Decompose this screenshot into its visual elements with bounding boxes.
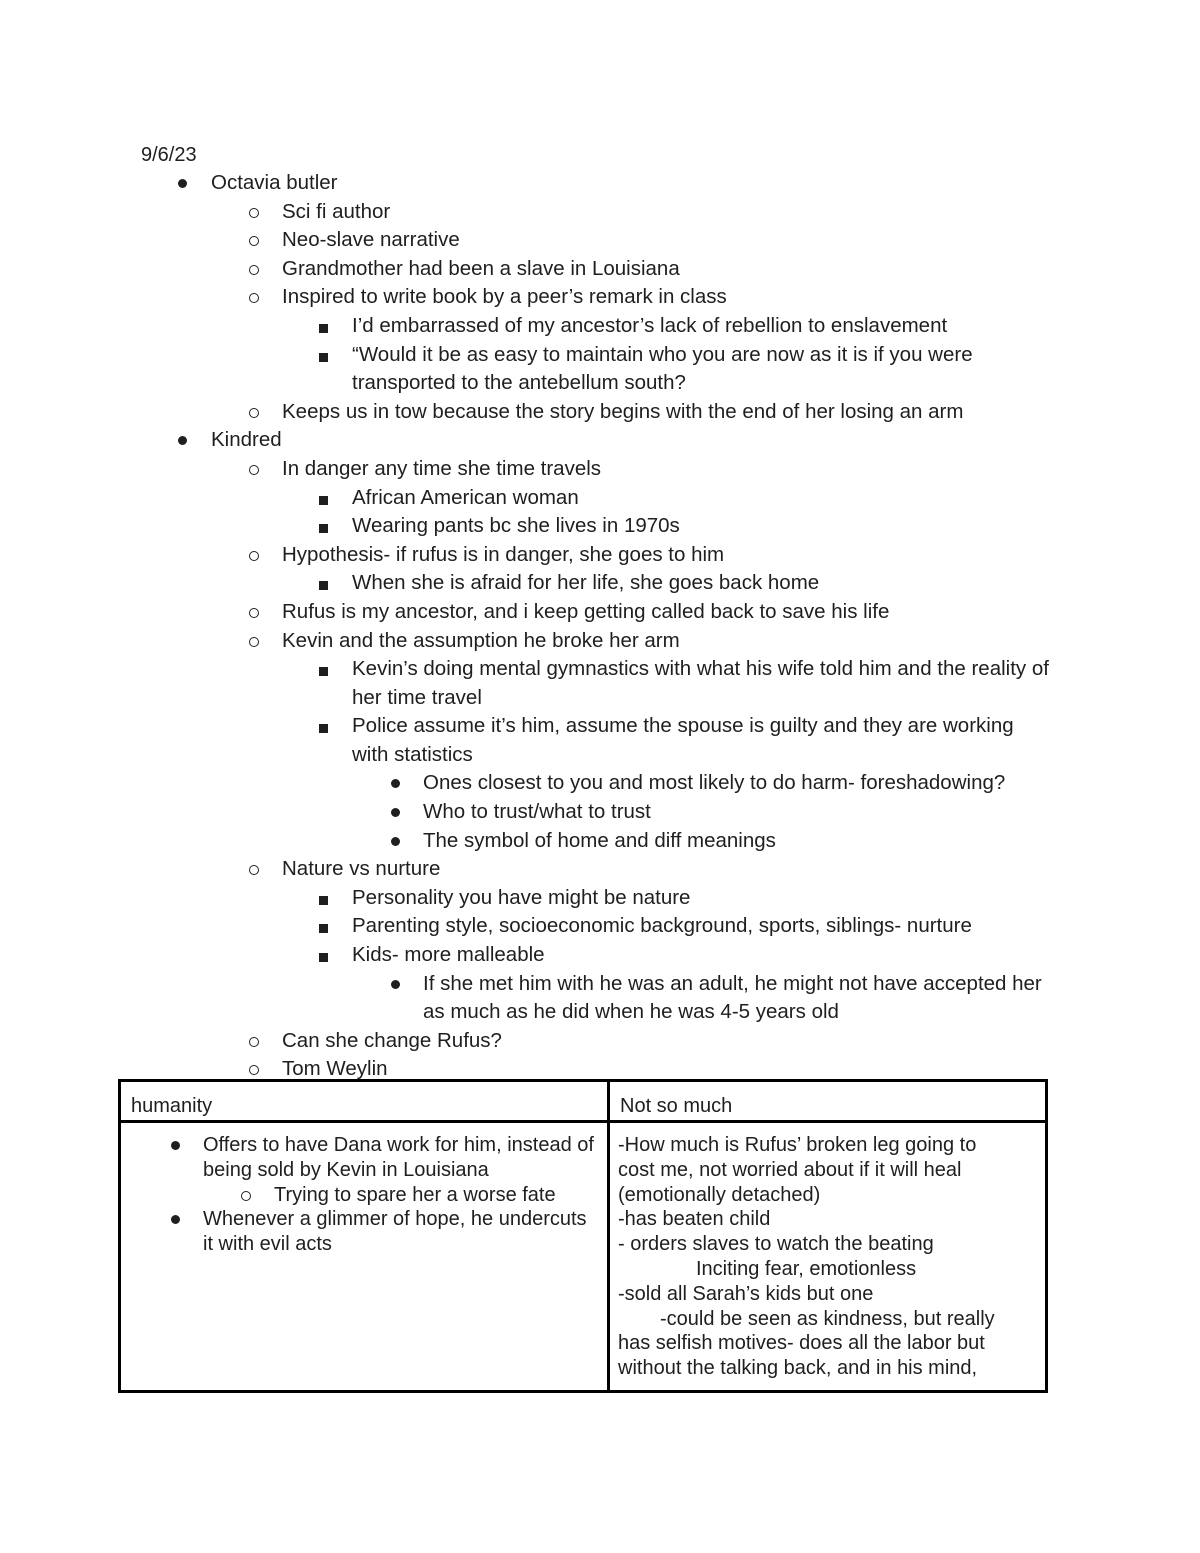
square-bullet-icon — [319, 581, 328, 590]
note-text: Personality you have might be nature — [352, 885, 691, 909]
note-item-level-3 — [0, 655, 1052, 712]
filled-circle-bullet-icon — [391, 808, 400, 817]
note-item-level-4 — [0, 769, 1053, 798]
hollow-circle-bullet-icon — [249, 265, 259, 275]
note-item-level-3 — [0, 512, 1052, 541]
hollow-circle-bullet-icon — [249, 408, 259, 418]
square-bullet-icon — [319, 896, 328, 905]
note-item-level-3 — [0, 484, 1052, 513]
hollow-circle-bullet-icon — [249, 637, 259, 647]
note-text: “Would it be as easy to maintain who you are now as it is if you were transported to the antebellum south? — [352, 342, 973, 395]
table-list-item — [129, 1207, 597, 1257]
header-humanity: humanity — [120, 1081, 609, 1122]
table-text-line: -could be seen as kindness, but really — [660, 1307, 995, 1330]
humanity-cell — [120, 1122, 609, 1392]
note-text: Can she change Rufus? — [282, 1028, 502, 1052]
table-text-line: without the talking back, and in his mind, — [618, 1357, 978, 1380]
filled-circle-bullet-icon — [178, 436, 187, 445]
note-text: Octavia butler — [211, 171, 338, 194]
square-bullet-icon — [319, 953, 328, 962]
hollow-circle-bullet-icon — [249, 608, 259, 618]
note-text: The symbol of home and diff meanings — [423, 828, 776, 852]
note-item-level-2 — [0, 283, 1052, 312]
hollow-circle-bullet-icon — [249, 551, 259, 561]
note-item-level-2 — [0, 627, 1052, 656]
table-list-item — [129, 1183, 597, 1208]
table-item-text: Offers to have Dana work for him, instead of being sold by Kevin in Louisiana — [203, 1134, 594, 1181]
filled-circle-bullet-icon — [171, 1141, 180, 1150]
comparison-table — [118, 1079, 1048, 1393]
table-list-item — [129, 1133, 597, 1183]
note-item-level-4 — [0, 798, 1053, 827]
table-item-text: Whenever a glimmer of hope, he undercuts it with evil acts — [203, 1208, 587, 1256]
note-item-level-3 — [0, 941, 1052, 970]
hollow-circle-bullet-icon — [249, 236, 259, 246]
note-date: 9/6/23 — [141, 144, 197, 166]
note-item-level-3 — [0, 884, 1052, 913]
note-item-level-3 — [0, 312, 1052, 341]
note-text: Who to trust/what to trust — [423, 800, 651, 824]
square-bullet-icon — [319, 724, 328, 733]
filled-circle-bullet-icon — [178, 179, 187, 188]
table-text-line: -How much is Rufus’ broken leg going to — [618, 1134, 977, 1156]
square-bullet-icon — [319, 524, 328, 533]
hollow-circle-bullet-icon — [241, 1191, 251, 1201]
filled-circle-bullet-icon — [391, 980, 400, 989]
notes-outline — [0, 169, 1200, 1084]
note-text: If she met him with he was an adult, he might not have accepted her as much as he did when he was 4-5 years old — [423, 971, 1042, 1024]
hollow-circle-bullet-icon — [249, 293, 259, 303]
note-text: Ones closest to you and most likely to do harm- foreshadowing? — [423, 771, 1006, 795]
note-text: Wearing pants bc she lives in 1970s — [352, 514, 680, 538]
note-item-level-4 — [0, 970, 1053, 1027]
note-item-level-2 — [0, 1027, 1052, 1056]
table-text-line: -has beaten child — [618, 1208, 771, 1231]
note-text: Kindred — [211, 428, 282, 452]
note-text: When she is afraid for her life, she goes back home — [352, 571, 820, 595]
table-text-line: -sold all Sarah’s kids but one — [618, 1282, 874, 1305]
square-bullet-icon — [319, 924, 328, 933]
hollow-circle-bullet-icon — [249, 1065, 259, 1075]
note-text: Hypothesis- if rufus is in danger, she goes to him — [282, 542, 725, 566]
note-item-level-3 — [0, 712, 1052, 769]
note-text: Kevin’s doing mental gymnastics with what his wife told him and the reality of her time travel — [352, 657, 1049, 709]
note-item-level-2 — [0, 226, 1052, 255]
square-bullet-icon — [319, 667, 328, 676]
note-text: Nature vs nurture — [282, 857, 441, 881]
table-header-row — [120, 1081, 1047, 1122]
note-item-level-4 — [0, 827, 1053, 856]
note-text: Kevin and the assumption he broke her arm — [282, 628, 680, 652]
hollow-circle-bullet-icon — [249, 465, 259, 475]
note-text: I’d embarrassed of my ancestor’s lack of rebellion to enslavement — [352, 313, 948, 337]
filled-circle-bullet-icon — [391, 779, 400, 788]
table-text-line: has selfish motives- does all the labor but — [618, 1332, 985, 1355]
square-bullet-icon — [319, 324, 328, 333]
hollow-circle-bullet-icon — [249, 208, 259, 218]
filled-circle-bullet-icon — [391, 837, 400, 846]
note-text: Sci fi author — [282, 199, 391, 223]
note-item-level-2 — [0, 455, 1052, 484]
note-text: Parenting style, socioeconomic background, sports, siblings- nurture — [352, 914, 972, 938]
note-item-level-2 — [0, 398, 1052, 427]
not-so-much-cell — [609, 1122, 1047, 1392]
hollow-circle-bullet-icon — [249, 865, 259, 875]
note-item-level-2 — [0, 598, 1052, 627]
note-item-level-2 — [0, 855, 1052, 884]
note-item-level-2 — [0, 255, 1052, 284]
note-text: Neo-slave narrative — [282, 228, 460, 252]
note-text: Inspired to write book by a peer’s remark in class — [282, 285, 727, 309]
square-bullet-icon — [319, 353, 328, 362]
table-body-row — [120, 1122, 1047, 1392]
header-not-so-much: Not so much — [609, 1081, 1047, 1122]
square-bullet-icon — [319, 496, 328, 505]
table-text-line: - orders slaves to watch the beating — [618, 1233, 934, 1256]
note-item-level-2 — [0, 198, 1052, 227]
table-text-line: Inciting fear, emotionless — [696, 1257, 917, 1280]
note-text: Grandmother had been a slave in Louisiana — [282, 256, 680, 280]
hollow-circle-bullet-icon — [249, 1037, 259, 1047]
note-text: Kids- more malleable — [352, 943, 545, 967]
note-item-level-3 — [0, 569, 1052, 598]
note-item-level-1 — [0, 426, 1051, 455]
filled-circle-bullet-icon — [171, 1215, 180, 1224]
note-text: Rufus is my ancestor, and i keep getting called back to save his life — [282, 599, 890, 623]
table-text-line: (emotionally detached) — [618, 1183, 821, 1206]
note-item-level-3 — [0, 341, 1052, 398]
note-text: In danger any time she time travels — [282, 456, 602, 480]
table-text-line: cost me, not worried about if it will heal — [618, 1158, 962, 1181]
note-item-level-1 — [0, 169, 1051, 198]
note-item-level-3 — [0, 912, 1052, 941]
note-text: Tom Weylin — [282, 1057, 388, 1081]
note-text: Keeps us in tow because the story begins with the end of her losing an arm — [282, 399, 964, 423]
table-item-text: Trying to spare her a worse fate — [274, 1183, 556, 1206]
note-item-level-2 — [0, 541, 1052, 570]
note-text: Police assume it’s him, assume the spouse is guilty and they are working with statistics — [352, 714, 1014, 766]
note-text: African American woman — [352, 485, 579, 509]
